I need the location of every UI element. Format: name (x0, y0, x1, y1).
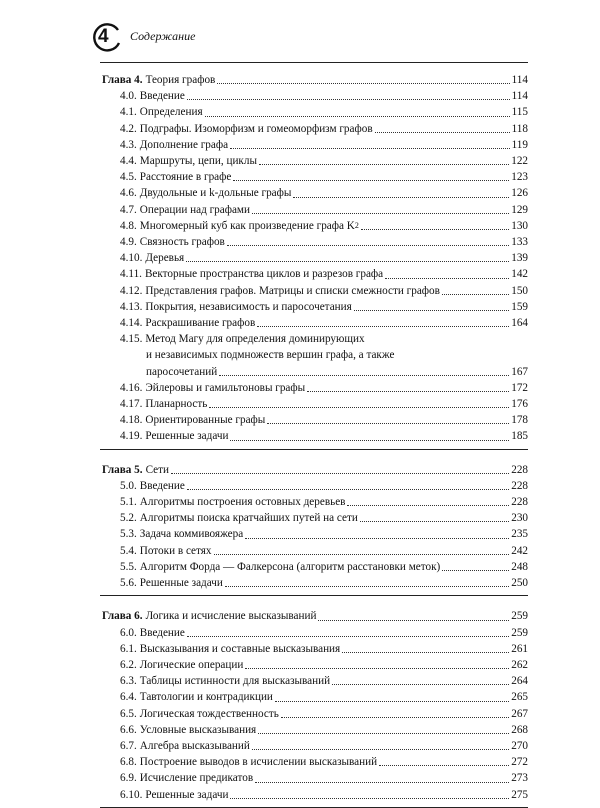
section-title: Решенные задачи (145, 788, 229, 801)
section-number: 6.5. (120, 707, 137, 720)
section-number: 6.6. (120, 723, 137, 736)
page-number: 230 (511, 512, 528, 525)
dot-leader (332, 684, 509, 685)
table-of-contents (100, 64, 528, 808)
page-number: 114 (511, 74, 528, 86)
chapter-title: Сети (145, 463, 170, 476)
section-title: Введение (139, 626, 185, 639)
section-number: 5.4. (120, 544, 137, 557)
section-title: Логические операции (139, 658, 244, 671)
page-number: 248 (511, 560, 528, 573)
section-number: 6.0. (120, 626, 137, 639)
dot-leader (217, 83, 509, 84)
section-title: Логическая тождественность (139, 707, 279, 720)
dot-leader (347, 505, 509, 506)
page-number: 268 (511, 723, 528, 736)
page-number: 250 (511, 577, 528, 590)
toc-entry-continuation[interactable] (100, 347, 528, 363)
page-number: 139 (511, 252, 528, 265)
section-number: 6.7. (120, 739, 137, 752)
toc-entry[interactable] (100, 412, 528, 428)
page-number: 228 (511, 463, 528, 476)
section-number: 4.8. (120, 219, 137, 232)
toc-entry[interactable] (100, 510, 528, 526)
toc-entry[interactable] (100, 738, 528, 754)
section-title: Потоки в сетях (139, 544, 212, 557)
section-number: 4.17. (120, 398, 143, 411)
section-number: 4.18. (120, 414, 143, 427)
dot-leader (230, 148, 510, 149)
dot-leader (375, 132, 510, 133)
dot-leader (187, 99, 510, 100)
dot-leader (354, 310, 509, 311)
section-number: 5.2. (120, 512, 137, 525)
toc-entry[interactable] (100, 315, 528, 331)
page-number: 150 (511, 284, 528, 297)
page-number: 122 (511, 155, 528, 168)
section-number: 5.0. (120, 479, 137, 492)
section-title: Решенные задачи (145, 430, 229, 443)
section-number: 4.0. (120, 90, 137, 103)
page-number: 118 (511, 122, 528, 135)
dot-leader (442, 294, 509, 295)
page-number: 259 (511, 626, 528, 639)
section-number: 6.10. (120, 788, 143, 801)
page-number: 133 (511, 236, 528, 249)
toc-entry[interactable] (100, 153, 528, 169)
toc-entry[interactable] (100, 283, 528, 299)
section-title: Связность графов (139, 236, 225, 249)
page-number: 4 (98, 26, 109, 47)
dot-leader (385, 278, 509, 279)
section-title: Эйлеровы и гамильтоновы графы (145, 381, 306, 394)
section-number: 4.14. (120, 317, 143, 330)
page-number: 119 (511, 138, 528, 151)
toc-entry[interactable] (100, 428, 528, 444)
section-title-continuation: паросочетаний (146, 365, 218, 378)
section-title: Планарность (145, 398, 208, 411)
section-number: 4.19. (120, 430, 143, 443)
section-title: Операции над графами (139, 203, 251, 216)
dot-leader (275, 701, 509, 702)
page-number: 228 (511, 496, 528, 509)
section-title: Задача коммивояжера (139, 528, 244, 541)
chapter-label: Глава 5. (102, 463, 143, 476)
dot-leader (293, 197, 509, 198)
dot-leader (209, 407, 509, 408)
toc-entry-continuation[interactable] (100, 364, 528, 380)
toc-entry[interactable] (100, 104, 528, 120)
section-number: 5.5. (120, 560, 137, 573)
toc-entry[interactable] (100, 218, 528, 234)
chapter-title: Логика и исчисление высказываний (145, 610, 317, 623)
section-title: Покрытия, независимость и паросочетания (145, 300, 352, 313)
toc-entry[interactable] (100, 706, 528, 722)
section-title: Алгебра высказываний (139, 739, 250, 752)
section-title: Раскрашивание графов (145, 317, 256, 330)
dot-leader (214, 554, 510, 555)
chapter-heading[interactable] (100, 462, 528, 478)
toc-entry[interactable] (100, 722, 528, 738)
toc-entry[interactable] (100, 641, 528, 657)
dot-leader (227, 245, 509, 246)
toc-entry[interactable] (100, 754, 528, 770)
toc-entry[interactable] (100, 657, 528, 673)
section-number: 4.3. (120, 138, 137, 151)
dot-leader (225, 586, 509, 587)
section-title: Исчисление предикатов (139, 772, 254, 785)
chapter-title: Теория графов (145, 74, 216, 86)
page-number: 126 (511, 187, 528, 200)
page-number: 172 (511, 381, 528, 394)
toc-entry[interactable] (100, 185, 528, 201)
section-title: Ориентированные графы (145, 414, 266, 427)
dot-leader (171, 473, 509, 474)
chapter-block (100, 64, 528, 450)
dot-leader (267, 423, 509, 424)
section-title: Метод Магу для определения доминирующих (145, 333, 365, 346)
page-number: 164 (511, 317, 528, 330)
page-number: 167 (511, 365, 528, 378)
section-title: Многомерный куб как произведение графа K (139, 219, 355, 232)
section-title: Маршруты, цепи, циклы (139, 155, 257, 168)
section-number: 4.11. (120, 268, 142, 281)
page-number: 123 (511, 171, 528, 184)
dot-leader (219, 375, 509, 376)
section-title: Определения (139, 106, 203, 119)
chapter-spacer (100, 64, 528, 72)
page-number: 129 (511, 203, 528, 216)
toc-entry[interactable] (100, 478, 528, 494)
section-title: Высказывания и составные высказывания (139, 642, 341, 655)
dot-leader (318, 620, 509, 621)
section-title: Алгоритмы поиска кратчайших путей на сети (139, 512, 358, 525)
section-number: 4.4. (120, 155, 137, 168)
dot-leader (258, 733, 509, 734)
toc-entry[interactable] (100, 673, 528, 689)
section-title: Деревья (145, 252, 185, 265)
toc-entry[interactable] (100, 689, 528, 705)
section-number: 6.3. (120, 675, 137, 688)
top-rule (100, 62, 528, 63)
toc-entry[interactable] (100, 787, 528, 803)
section-title: Дополнение графа (139, 138, 229, 151)
chapter-heading[interactable] (100, 608, 528, 624)
chapter-label: Глава 4. (102, 74, 143, 86)
section-title: Введение (139, 90, 185, 103)
section-title: Условные высказывания (139, 723, 257, 736)
page-number: 272 (511, 756, 528, 769)
dot-leader (187, 489, 509, 490)
section-number: 4.10. (120, 252, 143, 265)
section-title: Тавтологии и контрадикции (139, 691, 273, 704)
section-title: Алгоритм Форда — Фалкерсона (алгоритм расстановки меток) (139, 560, 441, 573)
chapter-spacer (100, 803, 528, 807)
section-title: Векторные пространства циклов и разрезов графа (144, 268, 384, 281)
section-number: 4.1. (120, 106, 137, 119)
page-number: 159 (511, 300, 528, 313)
dot-leader (281, 717, 509, 718)
dot-leader (233, 180, 509, 181)
dot-leader (442, 570, 509, 571)
section-number: 4.7. (120, 203, 137, 216)
chapter-block (100, 454, 528, 597)
section-number: 5.6. (120, 577, 137, 590)
page-number: 130 (511, 219, 528, 232)
section-number: 6.2. (120, 658, 137, 671)
toc-entry[interactable] (100, 202, 528, 218)
dot-leader (360, 521, 509, 522)
page-number: 235 (511, 528, 528, 541)
section-title: Расстояние в графе (139, 171, 232, 184)
dot-leader (257, 326, 509, 327)
dot-leader (245, 538, 509, 539)
page-number: 265 (511, 691, 528, 704)
dot-leader (361, 229, 509, 230)
toc-entry[interactable] (100, 494, 528, 510)
subscript: 2 (354, 220, 359, 230)
toc-entry[interactable] (100, 331, 528, 347)
toc-entry[interactable] (100, 526, 528, 542)
section-number: 4.15. (120, 333, 143, 346)
chapter-heading[interactable] (100, 72, 528, 88)
section-title: Решенные задачи (139, 577, 223, 590)
section-number: 4.12. (120, 284, 143, 297)
page-number: 228 (511, 479, 528, 492)
section-title: Двудольные и k-дольные графы (139, 187, 292, 200)
page-number: 115 (511, 106, 528, 119)
chapter-spacer (100, 600, 528, 608)
toc-entry[interactable] (100, 169, 528, 185)
dot-leader (245, 668, 509, 669)
dot-leader (255, 782, 509, 783)
page-number: 262 (511, 658, 528, 671)
chapter-label: Глава 6. (102, 610, 143, 623)
dot-leader (187, 636, 509, 637)
section-title-continuation: и независимых подмножеств вершин графа, а также (146, 349, 395, 362)
toc-entry[interactable] (100, 88, 528, 104)
section-title: Таблицы истинности для высказываний (139, 675, 331, 688)
section-number: 4.13. (120, 300, 143, 313)
dot-leader (259, 164, 509, 165)
toc-entry[interactable] (100, 234, 528, 250)
page-number: 185 (511, 430, 528, 443)
chapter-spacer (100, 591, 528, 595)
toc-entry[interactable] (100, 121, 528, 137)
dot-leader (307, 391, 509, 392)
toc-entry[interactable] (100, 625, 528, 641)
page-number: 264 (511, 675, 528, 688)
toc-entry[interactable] (100, 396, 528, 412)
page-number: 178 (511, 414, 528, 427)
section-number: 5.1. (120, 496, 137, 509)
page-number: 176 (511, 398, 528, 411)
section-number: 4.5. (120, 171, 137, 184)
toc-entry[interactable] (100, 299, 528, 315)
toc-entry[interactable] (100, 575, 528, 591)
section-number: 4.9. (120, 236, 137, 249)
section-number: 6.1. (120, 642, 137, 655)
toc-entry[interactable] (100, 543, 528, 559)
page-number: 270 (511, 739, 528, 752)
page-number: 267 (511, 707, 528, 720)
section-title: Представления графов. Матрицы и списки смежности графов (145, 284, 440, 297)
toc-entry[interactable] (100, 380, 528, 396)
page-number: 142 (511, 268, 528, 281)
dot-leader (342, 652, 509, 653)
section-title: Введение (139, 479, 185, 492)
dot-leader (230, 440, 509, 441)
section-title: Подграфы. Изоморфизм и гомеоморфизм графов (139, 122, 373, 135)
section-number: 6.9. (120, 772, 137, 785)
dot-leader (186, 261, 509, 262)
toc-entry[interactable] (100, 770, 528, 786)
section-title: Алгоритмы построения остовных деревьев (139, 496, 346, 509)
dot-leader (252, 213, 509, 214)
dot-leader (230, 798, 509, 799)
toc-entry[interactable] (100, 559, 528, 575)
chapter-spacer (100, 445, 528, 449)
section-number: 4.16. (120, 381, 143, 394)
section-number: 6.4. (120, 691, 137, 704)
chapter-spacer (100, 454, 528, 462)
page-number: 273 (511, 772, 528, 785)
chapter-block (100, 600, 528, 807)
toc-entry[interactable] (100, 137, 528, 153)
section-title: Построение выводов в исчислении высказываний (139, 756, 378, 769)
section-number: 5.3. (120, 528, 137, 541)
dot-leader (379, 765, 509, 766)
toc-entry[interactable] (100, 266, 528, 282)
page-number: 261 (511, 642, 528, 655)
page-number: 242 (511, 544, 528, 557)
page-number: 275 (511, 788, 528, 801)
page-number: 259 (511, 610, 528, 623)
section-number: 4.6. (120, 187, 137, 200)
dot-leader (205, 116, 510, 117)
running-title: Содержание (130, 29, 196, 43)
section-number: 6.8. (120, 756, 137, 769)
section-number: 4.2. (120, 122, 137, 135)
page-number: 114 (511, 90, 528, 103)
toc-entry[interactable] (100, 250, 528, 266)
